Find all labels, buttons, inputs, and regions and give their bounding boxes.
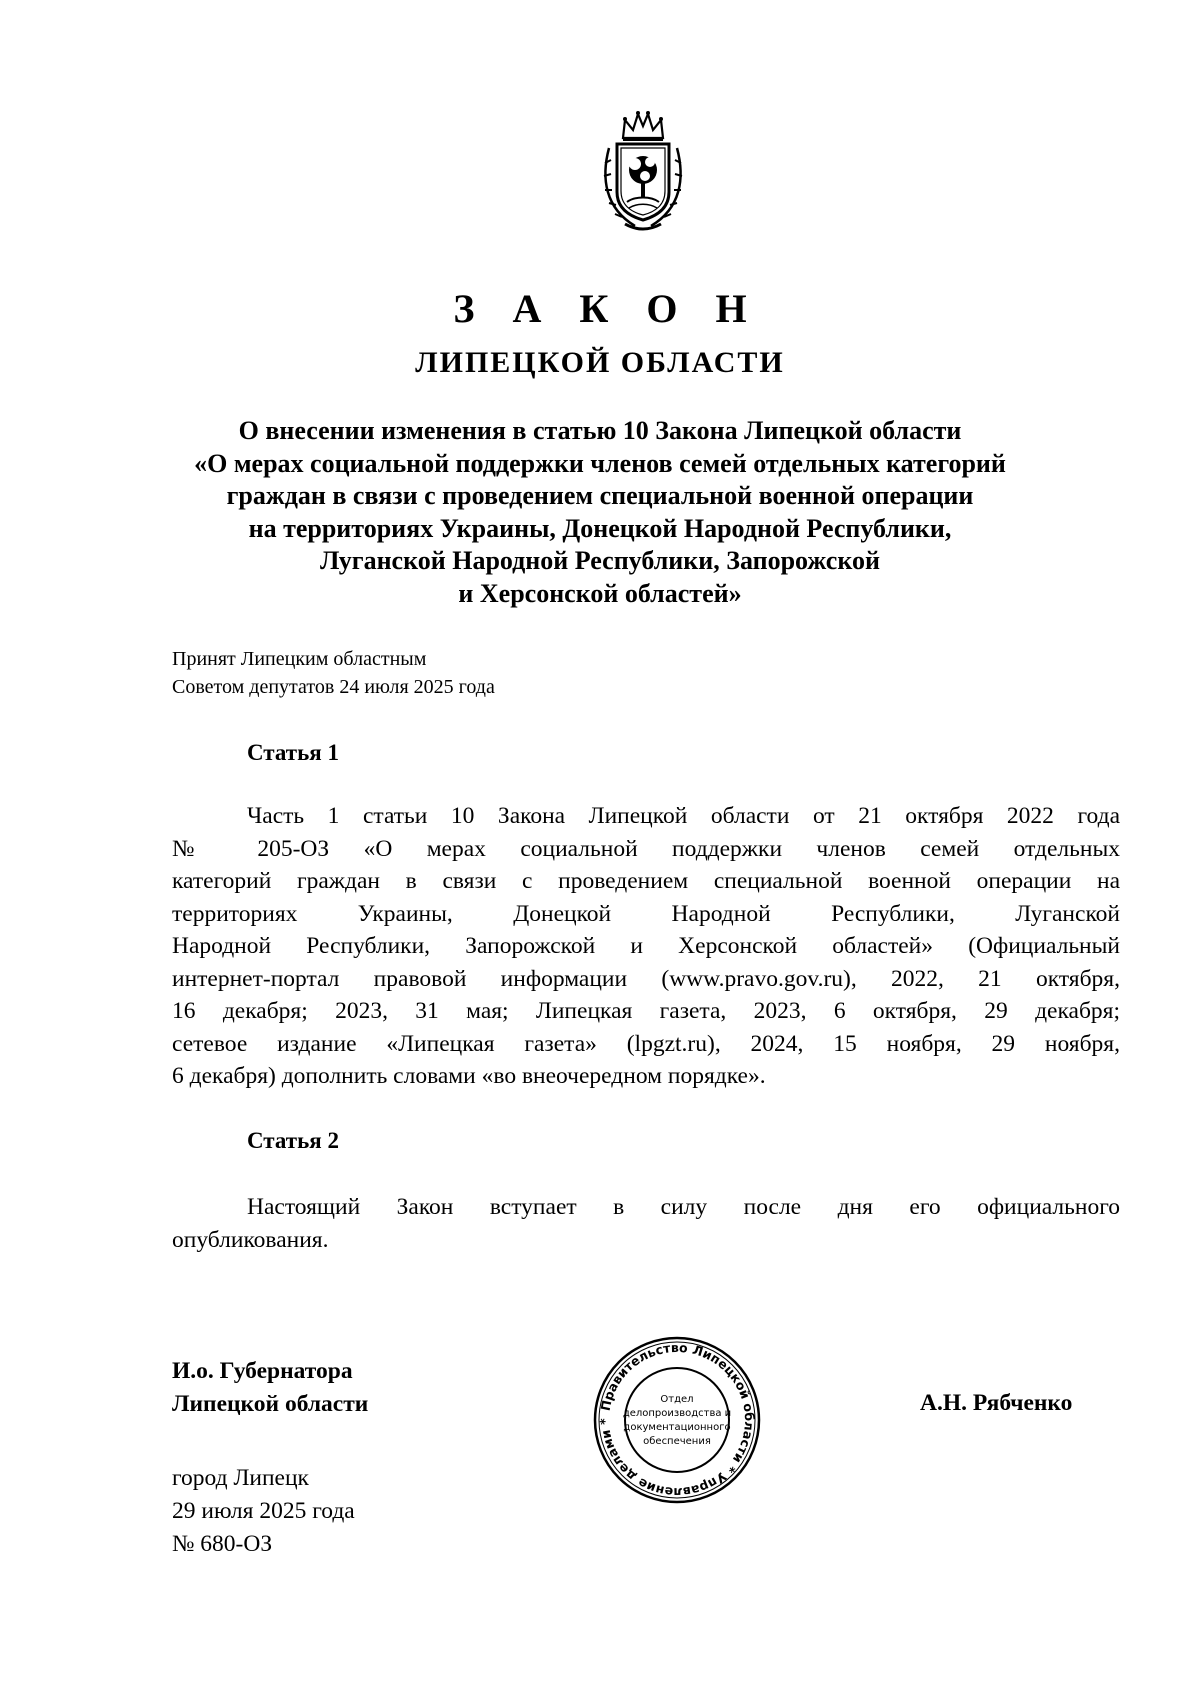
adoption-note [172,645,495,701]
article-2-text [172,1191,1120,1256]
article-1-line: Часть 1 статьи 10 Закона Липецкой области от 21 октября 2022 года [247,803,1120,829]
article-1-line: категорий граждан в связи с проведением специальной военной операции на [172,868,1120,894]
article-1-line: сетевое издание «Липецкая газета» (lpgzt.ru), 2024, 15 ноября, 29 ноября, [172,1030,1120,1057]
adoption-line: Советом депутатов 24 июля 2025 года [172,676,495,698]
signatory-name: А.Н. Рябченко [920,1390,1073,1416]
article-2-heading: Статья 2 [247,1128,339,1153]
document-footer [172,1462,355,1561]
signatory-position [172,1355,368,1421]
law-name-line: на территориях Украины, Донецкой Народной Республики, [248,513,952,543]
official-stamp-icon [592,1335,762,1505]
article-1-line: 6 декабря) дополнить словами «во внеочередном порядке». [172,1063,766,1089]
svg-text:Правительство Липецкой области [597,1340,757,1500]
footer-number: № 680-ОЗ [172,1531,273,1557]
article-2-line: опубликования. [172,1226,329,1253]
stamp-inner-line: Отдел [660,1394,694,1405]
law-name [150,415,1050,610]
article-1-line: территориях Украины, Донецкой Народной Республики, Луганской [172,900,1120,927]
footer-city: город Липецк [172,1465,309,1491]
article-1-line: интернет-портал правовой информации (www.pravo.gov.ru), 2022, 21 октября, [172,965,1120,992]
footer-date: 29 июля 2025 года [172,1498,355,1524]
document-title: З А К О Н [453,286,761,331]
law-name-line: граждан в связи с проведением специальной военной операции [226,481,974,510]
article-1-text [172,800,1120,1093]
adoption-line: Принят Липецким областным [172,648,427,670]
article-2-line: Настоящий Закон вступает в силу после дня его официального [247,1194,1120,1220]
article-1-line: № 205-ОЗ «О мерах социальной поддержки членов семей отдельных [172,835,1120,862]
signatory-position-line: И.о. Губернатора [172,1358,353,1384]
article-1-heading: Статья 1 [247,740,339,765]
coat-of-arms-icon [595,108,691,236]
signatory-position-line: Липецкой области [172,1391,369,1417]
article-1-line: Народной Республики, Запорожской и Херсонской областей» (Официальный [172,933,1120,959]
stamp-outer-text: Правительство Липецкой области * Управление делами * [596,1339,758,1501]
law-name-line: О внесении изменения в статью 10 Закона Липецкой области [238,416,962,445]
stamp-inner-line: делопроизводства и [622,1408,732,1419]
stamp-inner-line: документационного [623,1422,731,1433]
law-name-line: «О мерах социальной поддержки членов семей отдельных категорий [194,448,1006,478]
article-1-line: 16 декабря; 2023, 31 мая; Липецкая газета, 2023, 6 октября, 29 декабря; [172,998,1120,1024]
stamp-inner-line: обеспечения [643,1436,711,1447]
law-name-line: Луганской Народной Республики, Запорожской [320,546,880,575]
law-name-line: и Херсонской областей» [458,578,742,608]
document-subtitle: ЛИПЕЦКОЙ ОБЛАСТИ [415,346,785,379]
